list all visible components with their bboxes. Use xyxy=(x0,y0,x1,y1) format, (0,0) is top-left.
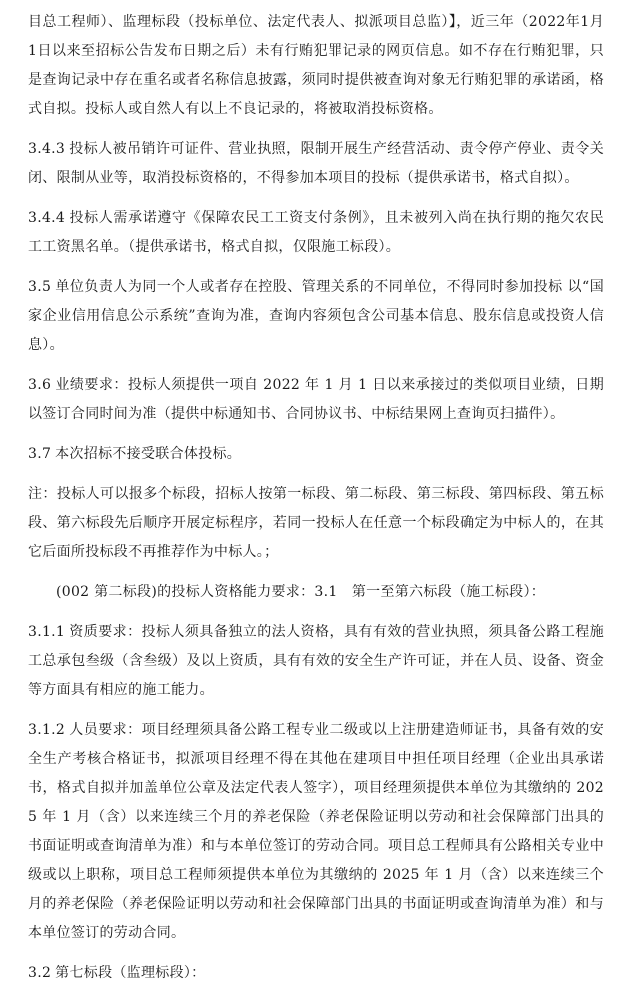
paragraph-text: 本次招标不接受联合体投标。 xyxy=(55,446,242,462)
paragraph-3-7 xyxy=(28,440,604,469)
paragraph-intro-continuation xyxy=(28,8,604,124)
note-label: 注： xyxy=(28,486,57,502)
paragraph-3-5 xyxy=(28,273,604,360)
clause-number: 3.5 xyxy=(28,279,52,295)
paragraph-3-6 xyxy=(28,371,604,429)
clause-number: 3.6 xyxy=(28,377,52,393)
clause-heading: 业绩要求： xyxy=(55,377,128,393)
paragraph-text: 投标人需承诺遵守《保障农民工工资支付条例》，且未被列入尚在执行期的拖欠农民工工资黑名单。（提供承诺书，格式自拟，仅限施工标段）。 xyxy=(28,210,604,255)
paragraph-text: 第七标段（监理标段）： xyxy=(55,965,206,981)
clause-number: 3.4.4 xyxy=(28,210,66,226)
paragraph-text: 投标人被吊销许可证件、营业执照，限制开展生产经营活动、责令停产停业、责令关闭、限制从业等，取消投标资格的，不得参加本项目的投标（提供承诺书，格式自拟）。 xyxy=(28,141,604,186)
paragraph-3-2 xyxy=(28,959,604,988)
paragraph-3-1-1 xyxy=(28,618,604,705)
paragraph-text: 单位负责人为同一个人或者存在控股、管理关系的不同单位，不得同时参加投标 以“国家企业信用信息公示系统”查询为准，查询内容须包含公司基本信息、股东信息或投资人信息）。 xyxy=(28,279,604,353)
paragraph-text: 投标人可以报多个标段，招标人按第一标段、第二标段、第三标段、第四标段、第五标段、第六标段先后顺序开展定标程序，若同一投标人在任意一个标段确定为中标人的，在其它后面所投标段不再推荐作为中标人。； xyxy=(28,486,604,560)
paragraph-text: 目总工程师）、监理标段（投标单位、法定代表人、拟派项目总监）】，近三年（2022年1月1日以来至招标公告发布日期之后）未有行贿犯罪记录的网页信息。如不存在行贿犯罪，只是查询记录中存在重名或者名称信息披露，须同时提供被查询对象无行贿犯罪的承诺函，格式自拟。投标人或自然人有以上不良记录的，将被取消投标资格。 xyxy=(28,14,604,117)
clause-heading: 资质要求： xyxy=(69,624,142,640)
paragraph-text: 项目经理须具备公路工程专业二级或以上注册建造师证书，具备有效的安全生产考核合格证书，拟派项目经理不得在其他在建项目中担任项目经理（企业出具承诺书，格式自拟并加盖单位公章及法定代表人签字），项目经理须提供本单位为其缴纳的 2025 年 1 月（含）以来连续三个月的养老保险（养老保险证明以劳动和社会保障部门出具的书面证明或查询清单为准）和与本单位签订的劳动合同。项目总工程师具有公路相关专业中级或以上职称，项目总工程师须提供本单位为其缴纳的 2025 年 1 月（含）以来连续三个月的养老保险（养老保险证明以劳动和社会保障部门出具的书面证明或查询清单为准）和与本单位签订的劳动合同。 xyxy=(28,722,604,941)
paragraph-note xyxy=(28,480,604,567)
clause-number: 3.4.3 xyxy=(28,141,66,157)
clause-heading: 人员要求： xyxy=(69,722,142,738)
paragraph-text: 投标人须具备独立的法人资格，具有有效的营业执照，须具备公路工程施工总承包叁级（含叁级）及以上资质，具有有效的安全生产许可证，并在人员、设备、资金等方面具有相应的施工能力。 xyxy=(28,624,604,698)
paragraph-3-4-3 xyxy=(28,135,604,193)
clause-number: 3.2 xyxy=(28,965,52,981)
paragraph-3-1-2 xyxy=(28,716,604,948)
clause-number: 3.1.2 xyxy=(28,722,66,738)
paragraph-text: (002 第二标段)的投标人资格能力要求：3.1 第一至第六标段（施工标段）： xyxy=(56,584,546,600)
clause-number: 3.7 xyxy=(28,446,52,462)
clause-number: 3.1.1 xyxy=(28,624,66,640)
paragraph-3-4-4 xyxy=(28,204,604,262)
paragraph-section-2-requirements xyxy=(28,578,604,607)
paragraph-text: 投标人须提供一项自 2022 年 1 月 1 日以来承接过的类似项目业绩，日期以签订合同时间为准（提供中标通知书、合同协议书、中标结果网上查询页扫描件）。 xyxy=(28,377,605,422)
